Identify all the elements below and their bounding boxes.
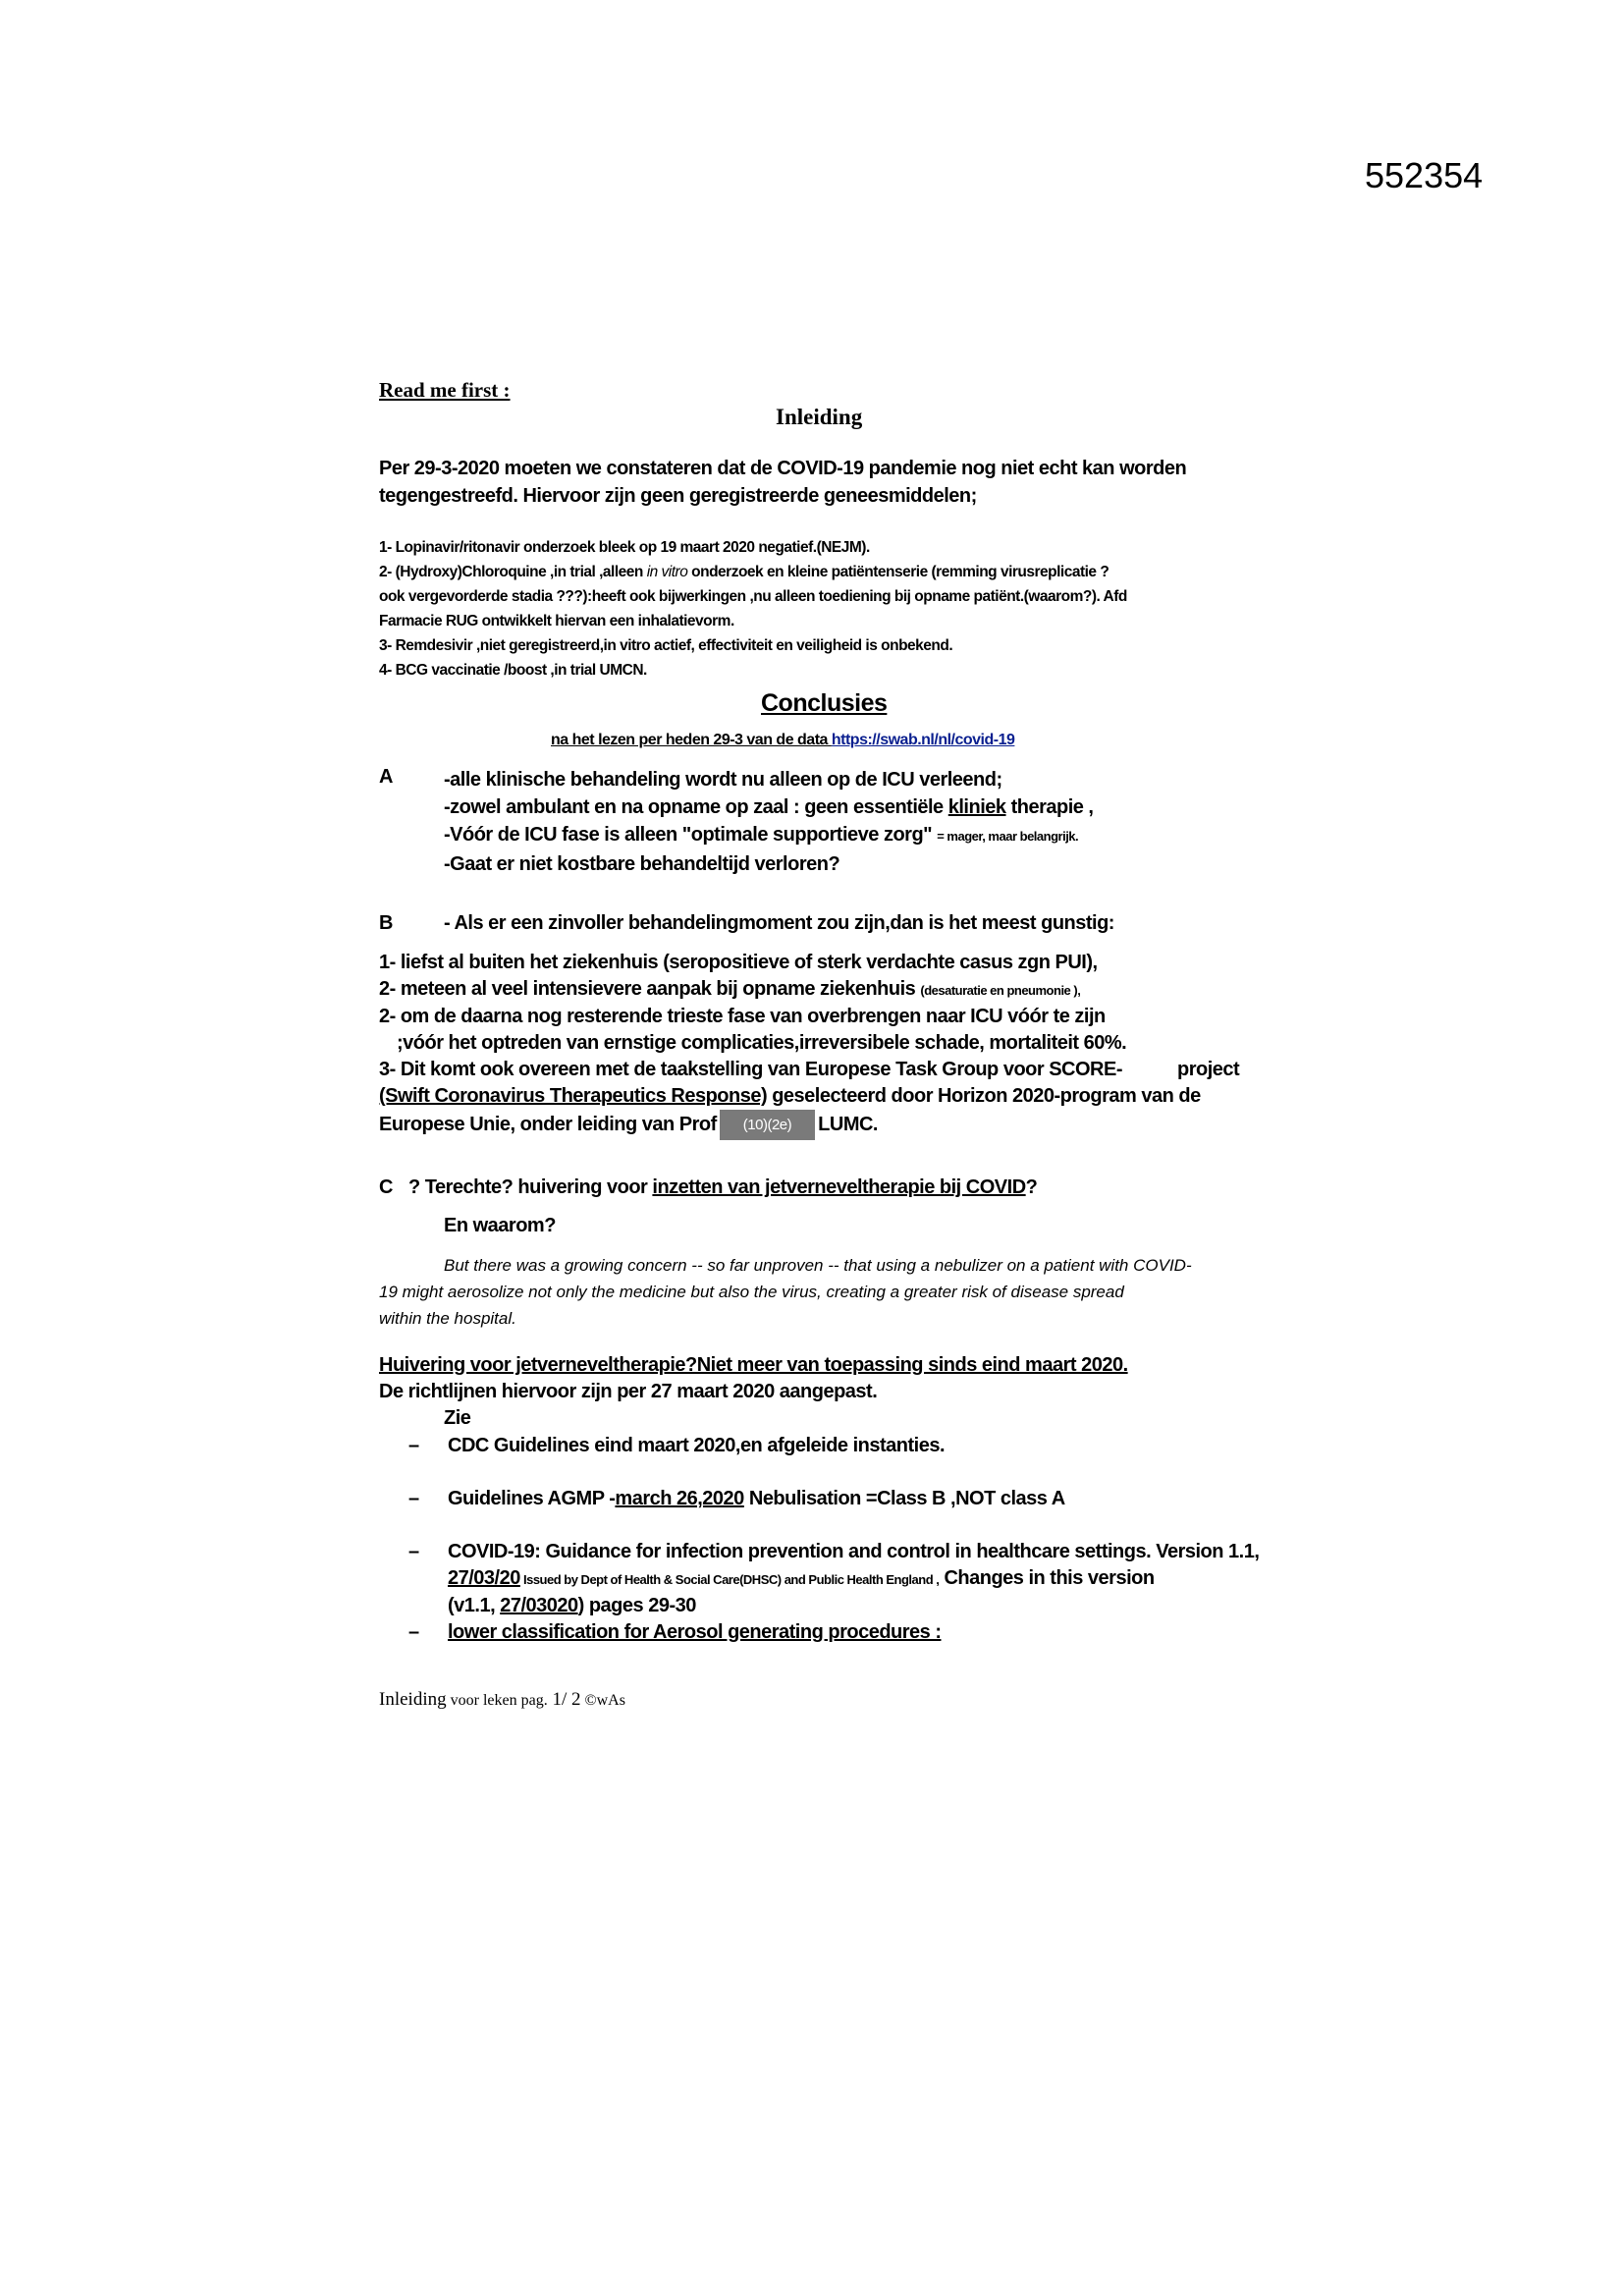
section-b-point-2-note: (desaturatie en pneumonie ),	[920, 983, 1081, 998]
section-b-point-4-line-2	[379, 1083, 1239, 1110]
section-a-line-1: -alle klinische behandeling wordt nu alleen op de ICU verleend;	[444, 769, 1002, 791]
section-b-point-4-project: project	[1177, 1059, 1240, 1080]
section-b-point-3: 2- om de daarna nog resterende trieste fase van overbrengen naar ICU vóór te zijn	[379, 1006, 1106, 1027]
huivering-paragraph	[379, 1352, 1128, 1432]
quote-line-1: But there was a growing concern -- so far unproven -- that using a nebulizer on a patient with COVID-	[444, 1256, 1192, 1275]
guideline-aerosol-text: lower classification for Aerosol generating procedures :	[448, 1621, 942, 1643]
footer-page-number: 1/ 2	[547, 1689, 581, 1710]
guidelines-list	[408, 1433, 1259, 1646]
drug-item-1: 1- Lopinavir/ritonavir onderzoek bleek op 19 maart 2020 negatief.(NEJM).	[379, 539, 870, 556]
footer-title: Inleiding	[379, 1689, 447, 1710]
section-b-point-4-text: 3- Dit komt ook overeen met de taakstelling van Europese Task Group voor SCORE-	[379, 1059, 1122, 1080]
footer-copyright: ©wAs	[580, 1692, 625, 1709]
conclusies-subline	[551, 732, 1014, 749]
guideline-agmp-date: march 26,2020	[615, 1488, 744, 1509]
in-vitro-italic: in vitro	[646, 564, 688, 580]
section-b-point-2	[379, 976, 1239, 1004]
section-a-body	[444, 766, 1094, 878]
footer-subtitle: voor leken pag.	[446, 1692, 548, 1709]
section-b-point-1: 1- liefst al buiten het ziekenhuis (seropositieve of sterk verdachte casus zgn PUI),	[379, 952, 1098, 973]
drug-item-3: 3- Remdesivir ,niet geregistreerd,in vitro actief, effectiviteit en veiligheid is onbekend.	[379, 637, 953, 654]
conclusies-heading: Conclusies	[761, 689, 888, 717]
drug-list	[379, 535, 1127, 683]
guideline-covid19-line-3	[408, 1593, 1259, 1619]
section-c-heading	[408, 1176, 1037, 1199]
section-b-heading: - Als er een zinvoller behandelingmoment zou zijn,dan is het meest gunstig:	[444, 912, 1114, 934]
guideline-agmp-class: Nebulisation =Class B ,NOT class A	[743, 1488, 1065, 1509]
section-c-subheading: En waarom?	[444, 1215, 556, 1236]
section-b-point-4-line-2-text: geselecteerd door Horizon 2020-program van de	[767, 1085, 1201, 1107]
guideline-covid19-issuer: Issued by Dept of Health & Social Care(DHSC) and Public Health England ,	[519, 1572, 940, 1587]
section-c-quote	[379, 1252, 1192, 1332]
drug-item-2	[379, 560, 1127, 584]
page-title: Inleiding	[776, 405, 863, 429]
dash-bullet: –	[408, 1621, 419, 1643]
intro-paragraph	[379, 455, 1186, 510]
section-a-line-3-text: -Vóór de ICU fase is alleen "optimale supportieve zorg"	[444, 824, 938, 846]
section-c-heading-text: ? Terechte? huivering voor	[408, 1176, 653, 1198]
section-a-line-4: -Gaat er niet kostbare behandeltijd verloren?	[444, 853, 840, 875]
section-b-point-3-cont: ;vóór het optreden van ernstige complicaties,irreversibele schade, mortaliteit 60%.	[397, 1032, 1127, 1054]
section-c-heading-end: ?	[1025, 1176, 1038, 1198]
score-full-name: (Swift Coronavirus Therapeutics Response)	[379, 1085, 768, 1107]
lumc-text: LUMC.	[818, 1113, 878, 1135]
section-a-line-3-note: = mager, maar belangrijk.	[937, 829, 1079, 844]
guideline-item-cdc	[408, 1433, 1259, 1459]
guideline-covid19-date: 27/03/20	[448, 1567, 520, 1589]
dash-bullet: –	[408, 1488, 419, 1509]
conclusies-subline-text: na het lezen per heden 29-3 van de data	[551, 732, 832, 748]
guideline-covid19-changes: Changes in this version	[939, 1567, 1155, 1589]
guideline-covid19-text: COVID-19: Guidance for infection prevention and control in healthcare settings. Version 1.1,	[448, 1541, 1260, 1562]
section-a-line-3	[444, 821, 1094, 850]
guideline-agmp-text: Guidelines AGMP -	[448, 1488, 616, 1509]
redaction-box: (10)(2e)	[720, 1110, 815, 1140]
section-c-heading-underlined: inzetten van jetverneveltherapie bij COVID	[652, 1176, 1026, 1198]
section-b-point-4-line-3	[379, 1110, 1239, 1140]
section-b-point-2-text: 2- meteen al veel intensievere aanpak bij opname ziekenhuis	[379, 978, 921, 1000]
drug-item-2-line-2: ook vergevorderde stadia ???):heeft ook bijwerkingen ,nu alleen toediening bij opname patiënt.(waarom?). Afd	[379, 588, 1127, 605]
section-a-line-2	[444, 793, 1094, 821]
guideline-covid19-version-date: 27/03020	[500, 1595, 578, 1616]
guideline-item-agmp	[408, 1486, 1259, 1512]
drug-item-2-text: 2- (Hydroxy)Chloroquine ,in trial ,alleen	[379, 564, 647, 580]
guideline-covid19-pages: ) pages 29-30	[577, 1595, 696, 1616]
intro-line-1: Per 29-3-2020 moeten we constateren dat de COVID-19 pandemie nog niet echt kan worden	[379, 458, 1187, 479]
kliniek-word: kliniek	[947, 796, 1006, 818]
dash-bullet: –	[408, 1435, 419, 1456]
section-c-letter: C	[379, 1176, 393, 1198]
drug-item-2-line-3: Farmacie RUG ontwikkelt hiervan een inhalatievorm.	[379, 613, 734, 629]
page-footer	[379, 1689, 625, 1711]
drug-item-4: 4- BCG vaccinatie /boost ,in trial UMCN.	[379, 662, 647, 679]
section-b-letter: B	[379, 912, 393, 934]
drug-item-2-text-cont: onderzoek en kleine patiëntenserie (remming virusreplicatie ?	[687, 564, 1109, 580]
quote-line-3: within the hospital.	[379, 1309, 516, 1328]
section-b-point-4	[379, 1057, 1239, 1083]
quote-line-2: 19 might aerosolize not only the medicine but also the virus, creating a greater risk of disease spread	[379, 1283, 1124, 1301]
section-b-body	[379, 950, 1239, 1140]
guideline-covid19-version: (v1.1,	[448, 1595, 501, 1616]
guideline-item-aerosol	[408, 1619, 1259, 1646]
section-a-letter: A	[379, 766, 393, 788]
zie-label: Zie	[444, 1407, 471, 1429]
section-b-point-4-line-3-text: Europese Unie, onder leiding van Prof	[379, 1113, 717, 1135]
section-a-line-2-end: therapie ,	[1005, 796, 1094, 818]
guideline-item-covid19	[408, 1539, 1259, 1619]
huivering-line-2: De richtlijnen hiervoor zijn per 27 maart 2020 aangepast.	[379, 1381, 878, 1402]
guideline-cdc-text: CDC Guidelines eind maart 2020,en afgeleide instanties.	[448, 1435, 946, 1456]
swab-link[interactable]: https://swab.nl/nl/covid-19	[831, 732, 1015, 748]
dash-bullet: –	[408, 1541, 419, 1562]
document-id: 552354	[1365, 155, 1484, 195]
guideline-covid19-line-2	[408, 1565, 1259, 1593]
huivering-line-1: Huivering voor jetverneveltherapie?Niet meer van toepassing sinds eind maart 2020.	[379, 1354, 1128, 1376]
section-a-line-2-text: -zowel ambulant en na opname op zaal : geen essentiële	[444, 796, 948, 818]
intro-line-2: tegengestreefd. Hiervoor zijn geen geregistreerde geneesmiddelen;	[379, 485, 977, 507]
read-me-first-label: Read me first :	[379, 378, 511, 402]
